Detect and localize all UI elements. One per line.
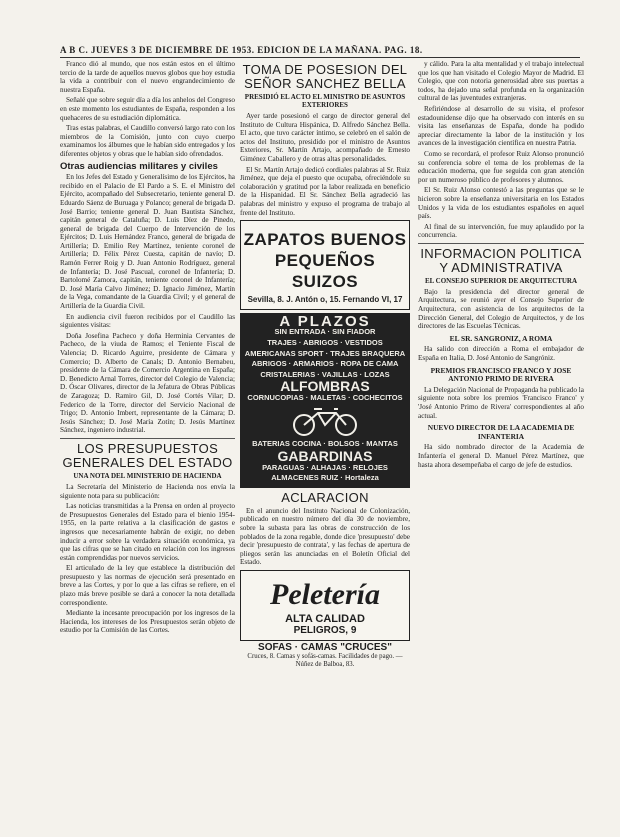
paragraph: Tras estas palabras, el Caudillo conversó largo rato con los miembros de la Comisión, junto con cuyo cuerpo examinamos los álbumes que le habían sido entregados y los diferentes objetos y obras que le habían sido ofrendados. — [60, 124, 235, 158]
subheading: EL SR. SANGRONIZ, A ROMA — [449, 333, 553, 343]
bicycle-icon — [290, 405, 360, 437]
paragraph: Las noticias transmitidas a la Prensa en orden al proyecto de Presupuestos Generales del Estado para el bienio 1954-1955, en la parte relativa a la clasificación de gastos e ingresos que necesariamente habrán de exigir, no deben inducir a error sobre la verdadera situación económica, ya que las cifras que se han citado en relación con los ingresos están comprendidas por nuevos servicios. — [60, 502, 235, 562]
ad-headline: Peletería — [270, 578, 380, 611]
section-heading-presupuestos: LOS PRESUPUESTOS GENERALES DEL ESTADO — [62, 440, 233, 470]
ad-headline: GABARDINAS — [277, 448, 373, 465]
column-2 — [240, 60, 410, 830]
divider — [418, 243, 584, 244]
paragraph: Doña Josefina Pacheco y doña Herminia Cervantes de Pacheco, de la viuda de Ramos; el Teniente Fiscal de Valencia; D. Ricardo Aguirre, presidente de Cámara y Comercio; D. Alberto de Canals; D. Antonio Bernabeu, presidente de la Cámara de Comercio Argentina en España; D. Benedicto Arnal Torres, director del Colegio de Valencia; D. Óscar Olivares, director de la Jefatura de Obras Públicas de Zaragoza; D. Ramiro Gil, D. José Cortés Vilar; D. Federico de la Torre, director del Servicio Nacional de Trigo; D. Antonio Imbert, representante de la Cámara; D. Jesús Sánchez; D. José María Zotín; D. Jesús Martínez Sánchez, ingeniero industrial. — [60, 331, 235, 435]
ad-line: AMERICANAS SPORT · TRAJES BRAQUERA — [244, 348, 406, 358]
paragraph: En audiencia civil fueron recibidos por el Caudillo las siguientes visitas: — [60, 312, 235, 330]
paragraph: Como se recordará, el profesor Ruiz Alonso pronunció su conferencia sobre el tema de los problemas de la educación moderna, que fue seguida con gran atención por un numeroso público de profesores y alumnos. — [418, 149, 584, 184]
paragraph: Franco dió al mundo, que nos están estos en el último tercio de la tarde de aquellos nuevos globos que hoy estudia la vida a contribuir con el nuevo engrandecimiento de nuestra España. — [60, 60, 235, 94]
paragraph: El Sr. Ruiz Alonso contestó a las preguntas que se le hicieron sobre la enseñanza universitaria en los Estados Unidos y la vida de los estudiantes españoles en aquel país. — [418, 186, 584, 221]
subheading: UNA NOTA DEL MINISTERIO DE HACIENDA — [73, 471, 222, 480]
page-header: A B C. JUEVES 3 DE DICIEMBRE DE 1953. EDICION DE LA MAÑANA. PAG. 18. — [60, 45, 423, 55]
paragraph: En el anuncio del Instituto Nacional de Colonización, publicado en nuestro número del día 30 de noviembre, sobre la subasta para las obras de construcción de los poblados de la zona regable, donde dice 'presupuesto' debe decir 'presupuesto de contrata', y las fechas de apertura de pliegos serán las anunciadas en el Boletín Oficial del Estado. — [240, 506, 410, 567]
header-rule — [60, 57, 580, 58]
paragraph: y cálido. Para la alta mentalidad y el trabajo intelectual que los que han visitado el Colegio Mayor de Madrid. El Colegio, que con notoria generosidad abre sus puertas a todos, ha dejado una señal profunda en la organización cultural de las juventudes extranjeras. — [418, 60, 584, 103]
advertisement-plazos — [240, 313, 410, 488]
paragraph: Señalé que sobre seguir día a día los anhelos del Congreso en este momento los estudiantes de España, responden a los quehaceres de su estudiación diplomática. — [60, 96, 235, 122]
paragraph: La Delegación Nacional de Propaganda ha publicado la siguiente nota sobre los premios 'Francisco Franco' y 'José Antonio Primo de Rivera' correspondientes al año actual. — [418, 385, 584, 420]
column-1 — [60, 60, 235, 830]
ad-headline: PEQUEÑOS SUIZOS — [274, 251, 376, 292]
paragraph: Mediante la incesante preocupación por los ingresos de la Hacienda, los intereses de los Presupuestos serán objeto de estudio por la Comisión de las Cortes. — [60, 609, 235, 635]
advertisement-zapatos — [240, 220, 410, 310]
divider — [60, 438, 235, 439]
paragraph: Ayer tarde posesionó el cargo de director general del Instituto de Cultura Hispánica, D. Alfredo Sánchez Bella. El acto, que tuvo carácter íntimo, se celebró en el salón de actos del Instituto, presidido por el ministro de Asuntos Exteriores, Sr. Martín Artajo, acompañado de Ernesto Giménez Caballero y de otras altas personalidades. — [240, 112, 410, 163]
ad-line: ALTA CALIDAD — [285, 613, 365, 625]
ad-address: PELIGROS, 9 — [293, 624, 357, 636]
ad-line: CORNUCOPIAS · MALETAS · COCHECITOS — [247, 392, 403, 402]
ad-line: CRISTALERIAS · VAJILLAS · LOZAS — [260, 369, 390, 379]
ad-address: Sevilla, 8. J. Antón o, 15. Fernando VI, 17 — [247, 295, 403, 305]
ad-line: ABRIGOS · ARMARIOS · ROPA DE CAMA — [251, 359, 399, 369]
ad-headline: ZAPATOS BUENOS — [243, 230, 407, 250]
ad-headline: A PLAZOS — [279, 312, 371, 330]
subheading: EL CONSEJO SUPERIOR DE ARQUITECTURA — [424, 276, 578, 285]
section-heading-toma: TOMA DE POSESION DEL SEÑOR SANCHEZ BELLA — [242, 62, 408, 91]
advertisement-sofas: SOFAS · CAMAS "CRUCES" — [258, 642, 392, 654]
section-heading-audiences: Otras audiencias militares y civiles — [60, 160, 218, 172]
paragraph: La Secretaría del Ministerio de Hacienda nos envía la siguiente nota para su publicación: — [60, 482, 235, 500]
ad-line: PARAGUAS · ALHAJAS · RELOJES — [262, 462, 388, 472]
ad-headline: ALFOMBRAS — [280, 378, 370, 395]
paragraph: En los Jefes del Estado y Generalísimo de los Ejércitos, ha recibido en el Palacio de El Pardo a S. E. el Ministro del Ejército, acompañado del Subsecretario, teniente general D. Eduardo Sáenz de Buruaga y Polanco; general de brigada D. José Barrio; teniente general D. Juan Bautista Sánchez, capitán general de Cataluña; D. Luis Díez de Pinedo, general de brigada del Cuerpo de Intervención de los Ejércitos; D. Luis Hernández Franco, general de brigada de Artillería; D. Emilio Rey Martínez, teniente coronel de Artillería; D. Félix Pérez Cuesta, capitán de navío; D. Ramón Ferrer Roig y D. Juan Antonio Rodríguez, general de Infantería; D. José Pascual, coronel de Infantería; D. Bartolomé Zamora, capitán, teniente coronel de Infantería; D. José María Calvo Jiménez; D. Ignacio Jiménez, Martín de la Vega, comandante de la Guardia Civil; y el general de Artillería de la Guardia Civil. — [60, 173, 235, 311]
section-heading-informacion: INFORMACION POLITICA Y ADMINISTRATIVA — [420, 245, 582, 275]
paragraph: El articulado de la ley que establece la distribución del presupuesto y las normas de ejecución será presentado en breve a las Cortes, y por lo que a las cifras se refiere, en el plazo más breve posible se dará a conocer la nota detallada correspondiente. — [60, 564, 235, 607]
paragraph: El Sr. Martín Artajo dedicó cordiales palabras al Sr. Ruiz Jiménez, que deja el puesto que ocupaba, ofreciéndole su colaboración y gratitud por la labor realizada en beneficio de la Hispanidad. El Sr. Sánchez Bella agradeció las palabras del ministro y expuso el programa de trabajo al frente del Instituto. — [240, 165, 410, 217]
subheading: NUEVO DIRECTOR DE LA ACADEMIA DE INFANTERIA — [427, 423, 575, 441]
ad-line: BATERIAS COCINA · BOLSOS · MANTAS — [252, 439, 398, 449]
section-heading-aclaracion: ACLARACION — [281, 489, 369, 505]
paragraph: Refiriéndose al desarrollo de su visita, el profesor estadounidense dijo que ha observado con interés en su visita las enseñanzas de España, donde ha podido apreciar directamente la labor de la institución y los avances de la investigación científica en nuestra Patria. — [418, 104, 584, 148]
paragraph: Al final de su intervención, fue muy aplaudido por la concurrencia. — [418, 222, 584, 240]
paragraph: Bajo la presidencia del director general de Arquitectura, se reunió ayer el Consejo Superior de Arquitectura, con asistencia de los arquitectos de la Dirección General, del Colegio de Arquitectos, y de los directores de las Escuelas Técnicas. — [418, 287, 584, 331]
ad-line: Cruces, 8. Camas y sofás-camas. Facilidades de pago. — Núñez de Balboa, 83. — [247, 652, 403, 669]
subheading: PREMIOS FRANCISCO FRANCO Y JOSE ANTONIO PRIMO DE RIVERA — [430, 365, 572, 384]
paragraph: Ha sido nombrado director de la Academia de Infantería el general D. Manuel Pérez Martínez, que hasta ahora desempeñaba el cargo de jefe de estudios. — [418, 443, 584, 469]
ad-line: TRAJES · ABRIGOS · VESTIDOS — [267, 337, 383, 347]
advertisement-peleteria — [240, 570, 410, 641]
column-3 — [418, 60, 584, 830]
subheading: PRESIDIÓ EL ACTO EL MINISTRO DE ASUNTOS EXTERIORES — [244, 93, 406, 109]
paragraph: Ha salido con dirección a Roma el embajador de España en Italia, D. José Antonio de Sangróniz. — [418, 345, 584, 363]
ad-line: ALMACENES RUIZ · Hortaleza — [271, 473, 379, 483]
ad-line: SIN ENTRADA · SIN FIADOR — [274, 327, 376, 337]
